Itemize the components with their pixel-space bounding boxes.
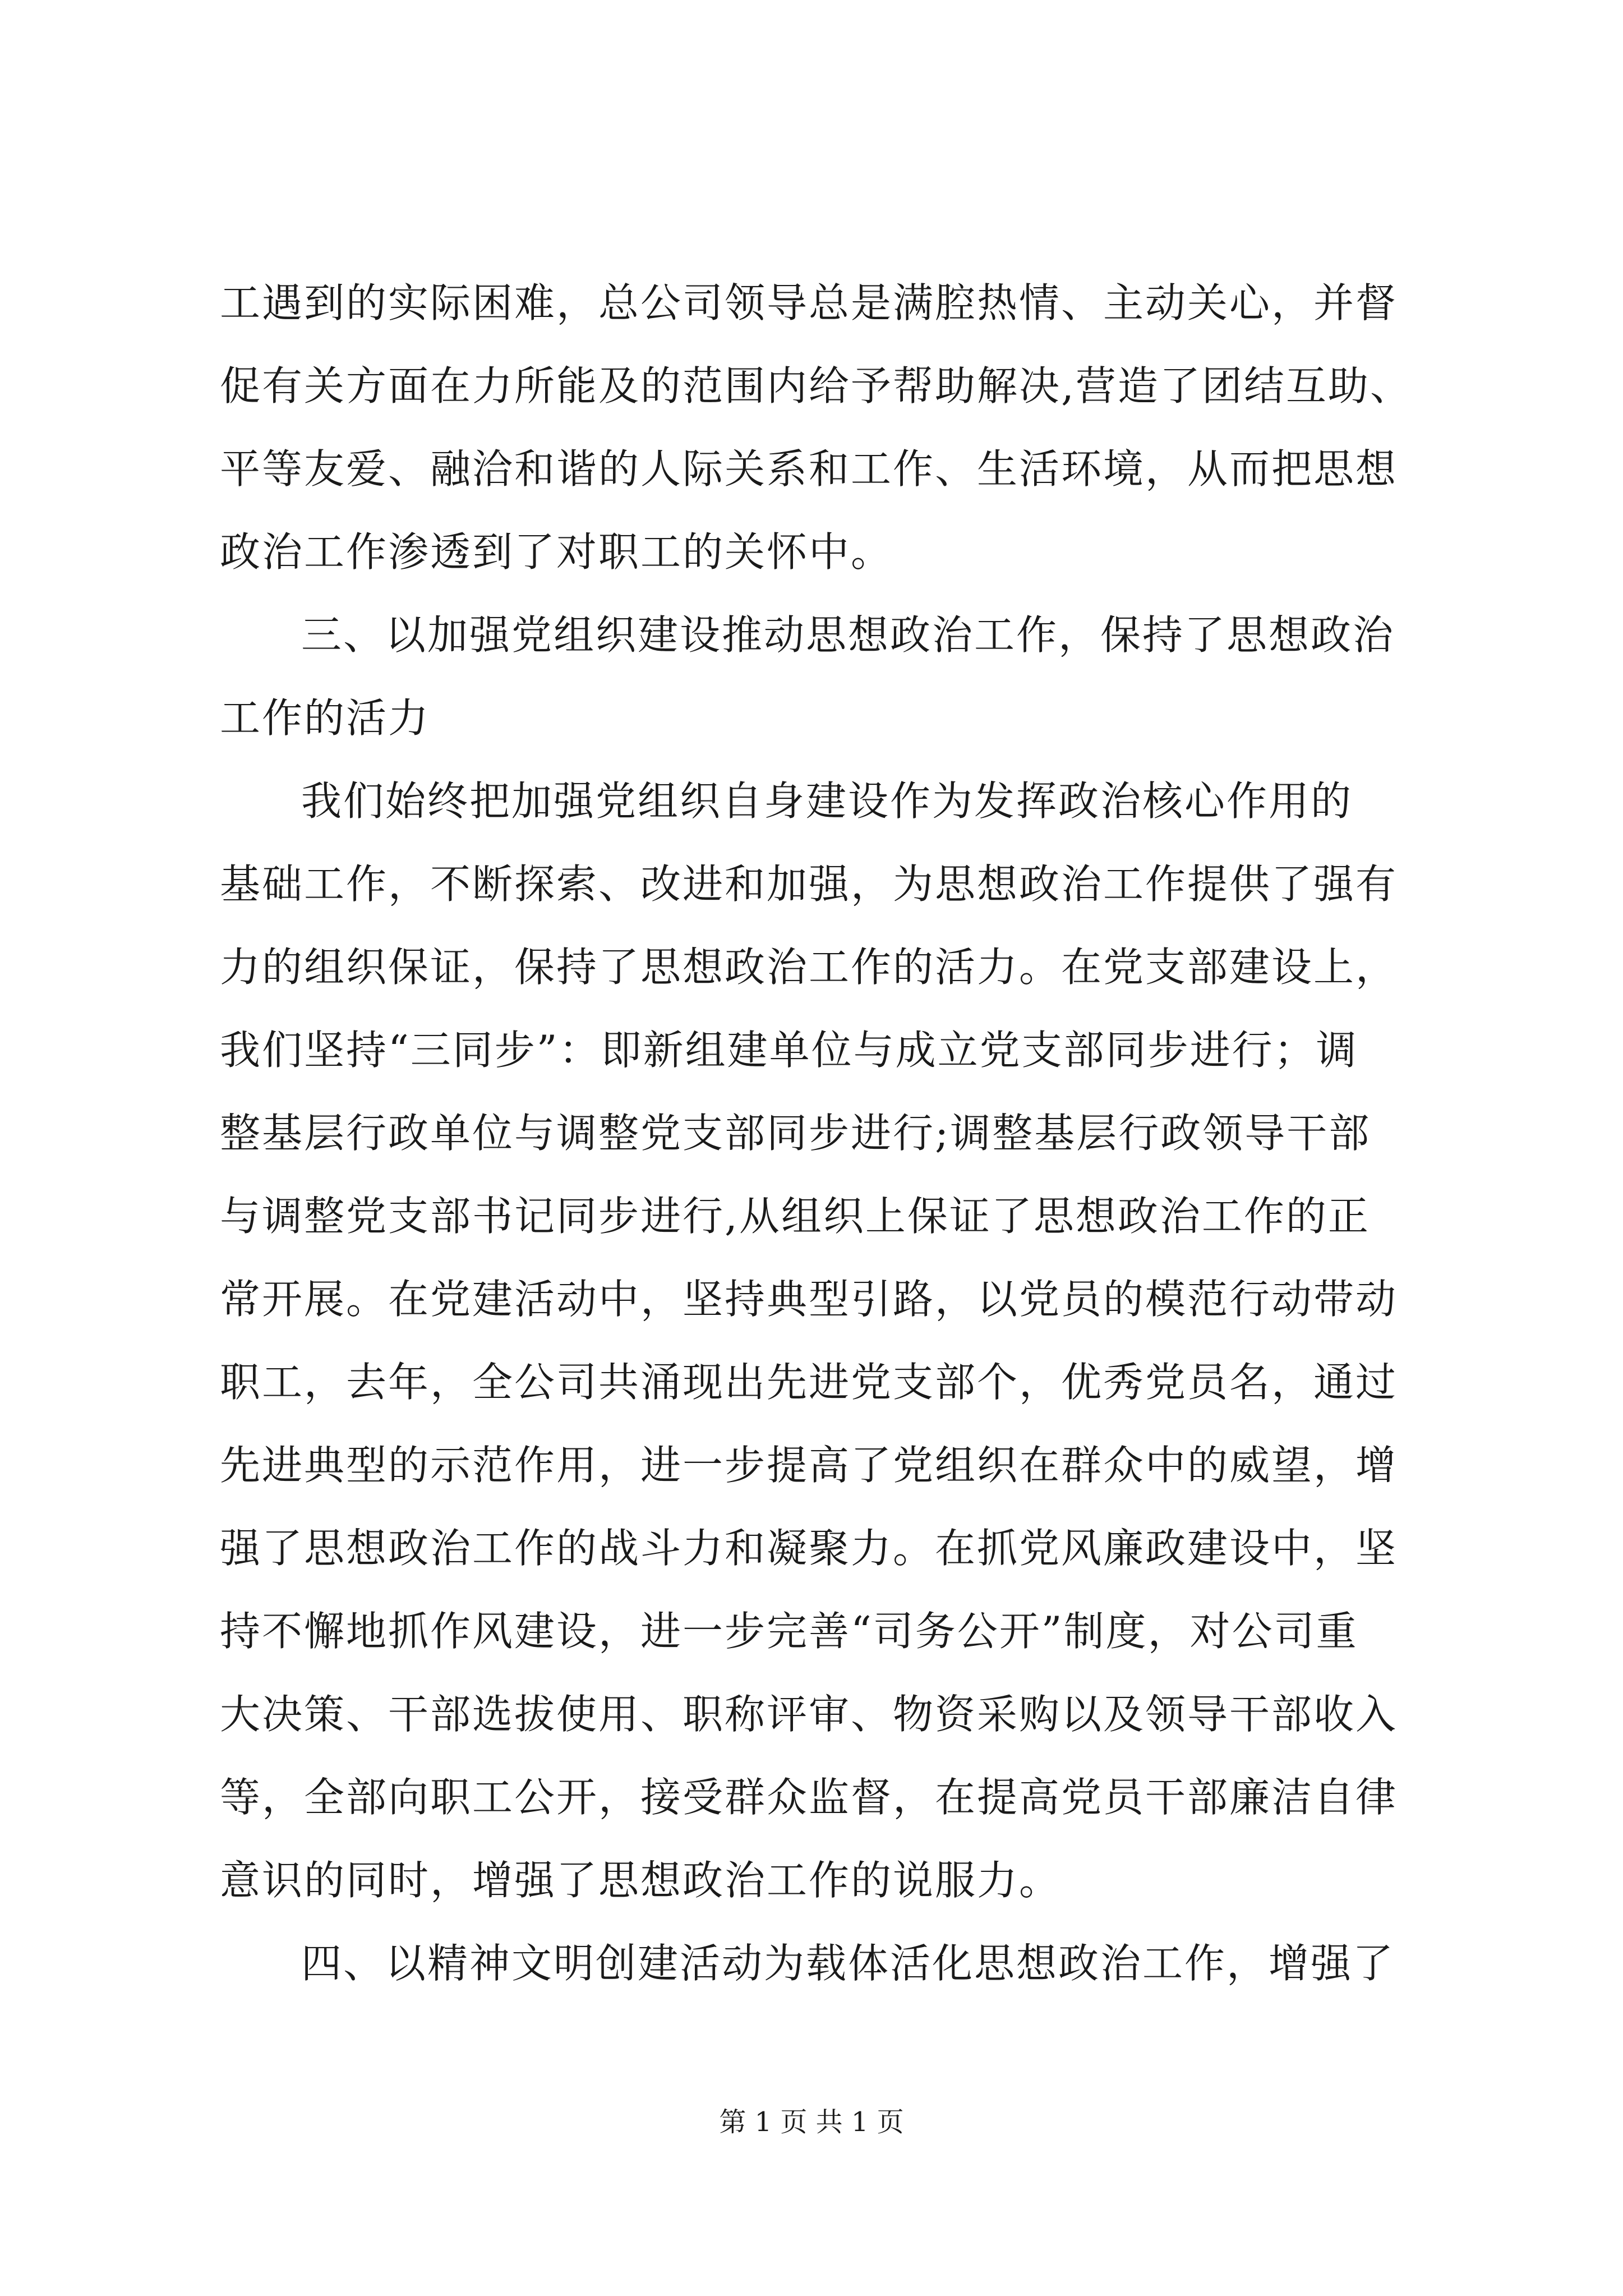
body-text-line: 大决策、干部选拔使用、职称评审、物资采购以及领导干部收入: [220, 1691, 1398, 1738]
section-heading-line: 四、以精神文明创建活动为载体活化思想政治工作，增强了: [301, 1940, 1395, 1987]
body-text-line: 整基层行政单位与调整党支部同步进行;调整基层行政领导干部: [220, 1110, 1371, 1157]
body-text-line: 常开展。在党建活动中，坚持典型引路，以党员的模范行动带动: [220, 1276, 1398, 1323]
body-text-line: 与调整党支部书记同步进行,从组织上保证了思想政治工作的正: [220, 1193, 1370, 1240]
page-footer: 第 1 页 共 1 页: [719, 2106, 904, 2138]
paragraph-first-line: 我们始终把加强党组织自身建设作为发挥政治核心作用的: [301, 777, 1353, 825]
body-text-line: 平等友爱、融洽和谐的人际关系和工作、生活环境，从而把思想: [220, 445, 1398, 493]
body-text-line: 我们坚持“三同步”：即新组建单位与成立党支部同步进行；调: [220, 1027, 1358, 1074]
body-text-line: 等，全部向职工公开，接受群众监督，在提高党员干部廉洁自律: [220, 1774, 1398, 1821]
body-text-line: 持不懈地抓作风建设，进一步完善“司务公开”制度，对公司重: [220, 1608, 1358, 1655]
section-heading-line: 工作的活力: [220, 694, 431, 742]
body-text-line: 政治工作渗透到了对职工的关怀中。: [220, 528, 893, 576]
body-text-line: 促有关方面在力所能及的范围内给予帮助解决,营造了团结互助、: [220, 362, 1412, 409]
body-text-line: 强了思想政治工作的战斗力和凝聚力。在抓党风廉政建设中，坚: [220, 1525, 1398, 1572]
section-heading-line: 三、以加强党组织建设推动思想政治工作，保持了思想政治: [301, 611, 1395, 659]
body-text-line: 工遇到的实际困难，总公司领导总是满腔热情、主动关心，并督: [220, 279, 1398, 326]
body-text-line: 意识的同时，增强了思想政治工作的说服力。: [220, 1857, 1062, 1904]
body-text-line: 力的组织保证，保持了思想政治工作的活力。在党支部建设上，: [220, 944, 1398, 991]
body-text-line: 基础工作，不断探索、改进和加强，为思想政治工作提供了强有: [220, 861, 1398, 908]
body-text-line: 职工，去年，全公司共涌现出先进党支部个，优秀党员名，通过: [220, 1359, 1398, 1406]
body-text-line: 先进典型的示范作用，进一步提高了党组织在群众中的威望，增: [220, 1442, 1398, 1489]
